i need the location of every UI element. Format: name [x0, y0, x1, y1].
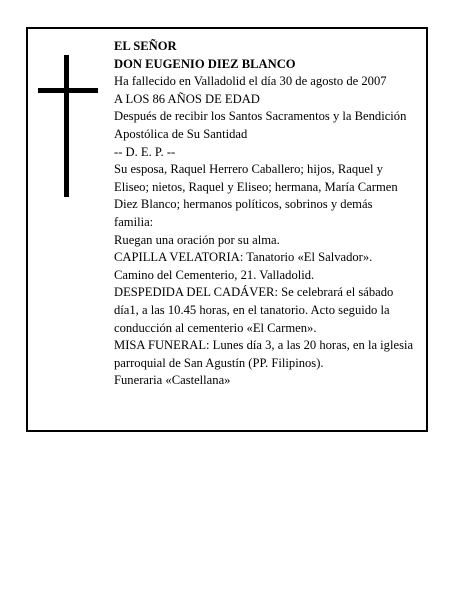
funeral-home-line: Funeraria «Castellana» [114, 373, 231, 388]
age-line: A LOS 86 AÑOS DE EDAD [114, 91, 260, 106]
prayer-line: Ruegan una oración por su alma. [114, 232, 280, 247]
farewell-paragraph: DESPEDIDA DEL CADÁVER: Se celebrará el sábado día1, a las 10.45 horas, en el tanatorio. Acto seguido la conducción al cementerio «El Carmen». [114, 285, 394, 335]
title-line: EL SEÑOR [114, 39, 177, 53]
deceased-name: DON EUGENIO DIEZ BLANCO [114, 56, 296, 71]
rest-in-peace-line: -- D. E. P. -- [114, 144, 176, 159]
mass-paragraph: MISA FUNERAL: Lunes día 3, a las 20 horas, en la iglesia parroquial de San Agustín (PP. Filipinos). [114, 338, 414, 370]
cross-horizontal-bar [38, 88, 98, 93]
cross-vertical-bar [64, 55, 69, 197]
family-paragraph: Su esposa, Raquel Herrero Caballero; hijos, Raquel y Eliseo; nietos, Raquel y Eliseo; hermana, María Carmen Diez Blanco; hermanos políticos, sobrinos y demás familia: [114, 162, 398, 229]
obituary-text [114, 38, 414, 390]
sacraments-paragraph: Después de recibir los Santos Sacramentos y la Bendición Apostólica de Su Santidad [114, 109, 407, 141]
death-announcement: Ha fallecido en Valladolid el día 30 de agosto de 2007 [114, 74, 387, 89]
latin-cross-icon [38, 55, 98, 197]
chapel-paragraph: CAPILLA VELATORIA: Tanatorio «El Salvador». Camino del Cementerio, 21. Valladolid. [114, 250, 373, 282]
